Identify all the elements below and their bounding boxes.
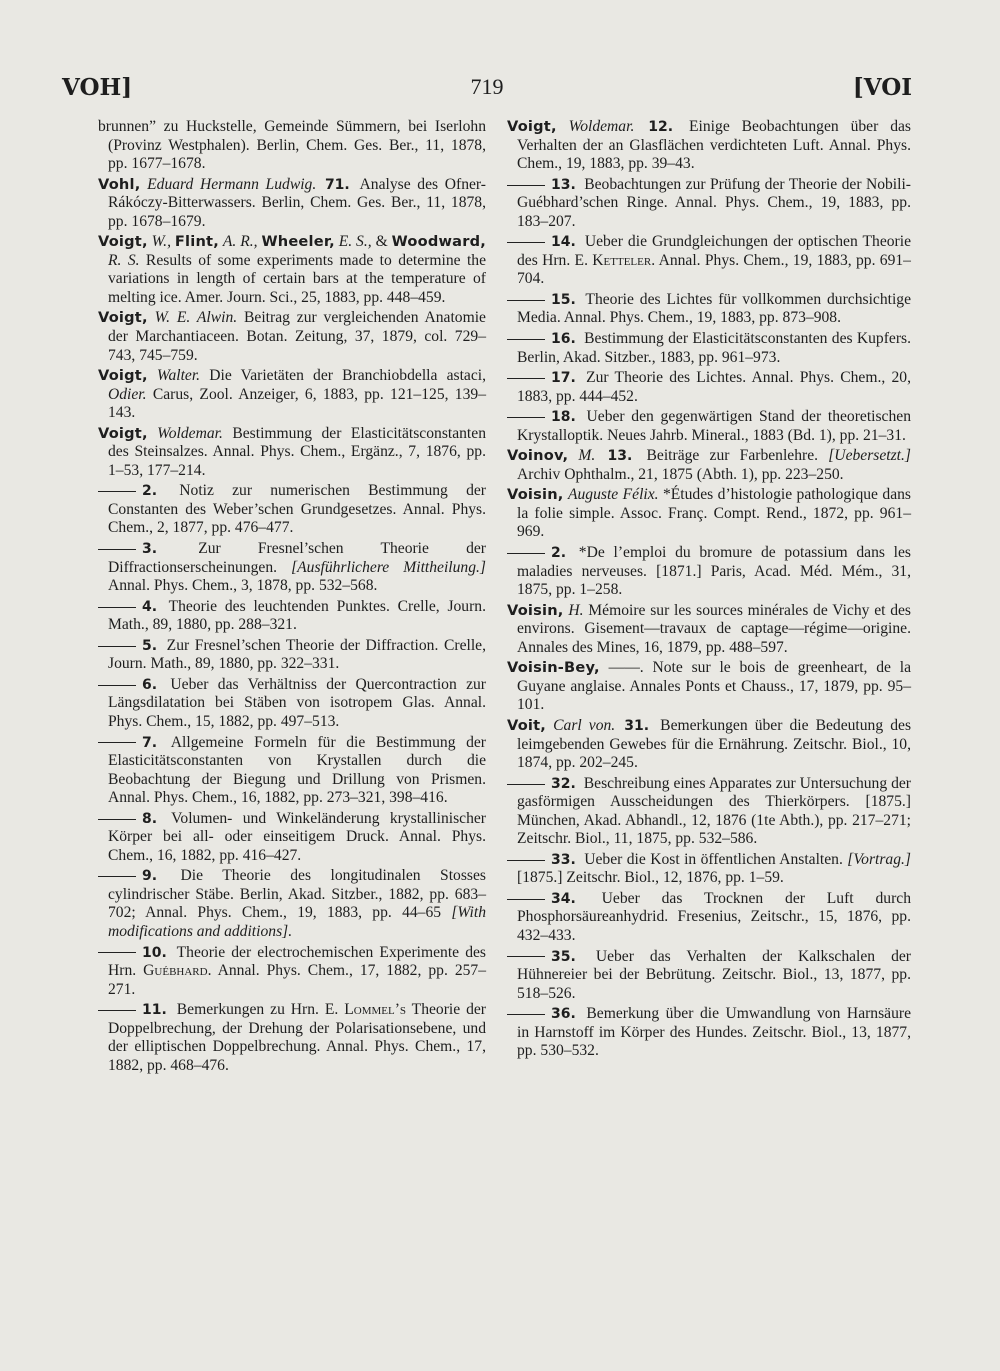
right-column xyxy=(507,118,911,1063)
bib-entry: 9. Die Theorie des longitudinalen Stosses cylindrischer Stäbe. Berlin, Akad. Sitzber., 1882, pp. 683–702; Annal. Phys. Chem., 19, 1883, pp. 44–65 [With modifications and additions]. xyxy=(98,867,486,941)
ditto-rule xyxy=(507,1014,545,1015)
bib-entry: 2. *De l’emploi du bromure de potassium dans les maladies nerveuses. [1871.] Paris, Acad. Méd. Mém., 31, 1875, pp. 1–258. xyxy=(507,544,911,600)
bib-entry: 11. Bemerkungen zu Hrn. E. Lommel’s Theorie der Doppelbrechung, der Drehung der Polarisationsebene, und der elliptischen Doppelbrechung. Annal. Phys. Chem., 17, 1882, pp. 468–476. xyxy=(98,1001,486,1075)
ditto-rule xyxy=(98,952,136,953)
header-left-guide: VOH] xyxy=(62,74,133,101)
bib-entry: 34. Ueber das Trocknen der Luft durch Phosphorsäureanhydrid. Fresenius, Zeitschr., 15, 1876, pp. 432–433. xyxy=(507,890,911,946)
bib-entry: 10. Theorie der electrochemischen Experimente des Hrn. Guébhard. Annal. Phys. Chem., 17, 1882, pp. 257–271. xyxy=(98,944,486,1000)
ditto-rule xyxy=(507,899,545,900)
bib-entry: Voigt, Woldemar. 12. Einige Beobachtungen über das Verhalten der an Glasflächen verdichteten Luft. Annal. Phys. Chem., 19, 1883, pp. 39–43. xyxy=(507,118,912,173)
ditto-rule xyxy=(98,819,136,820)
ditto-rule xyxy=(507,185,545,186)
ditto-rule xyxy=(507,242,545,243)
bib-entry: 14. Ueber die Grundgleichungen der optischen Theorie des Hrn. E. Ketteler. Annal. Phys. Chem., 19, 1883, pp. 691–704. xyxy=(507,233,911,289)
bib-entry: Vohl, Eduard Hermann Ludwig. 71. Analyse des Ofner-Rákóczy-Bitterwassers. Berlin, Chem. Ges. Ber., 11, 1878, pp. 1678–1679. xyxy=(98,175,486,230)
ditto-rule xyxy=(507,553,545,554)
bib-entry: Voisin, H. Mémoire sur les sources minérales de Vichy et des environs. Gisement—travaux de captage—régime—origine. Annales des Mines, 16, 1879, pp. 488–597. xyxy=(507,601,912,656)
bib-entry: Voit, Carl von. 31. Bemerkungen über die Bedeutung des leimgebenden Gewebes für die Ernährung. Zeitschr. Biol., 10, 1874, pp. 202–245. xyxy=(507,716,912,772)
header-right-guide: [VOI xyxy=(852,74,912,101)
running-header xyxy=(62,74,912,110)
bib-entry: 33. Ueber die Kost in öffentlichen Anstalten. [Vortrag.] [1875.] Zeitschr. Biol., 12, 1876, pp. 1–59. xyxy=(507,851,911,888)
bib-entry: Voigt, Walter. Die Varietäten der Branchiobdella astaci, Odier. Carus, Zool. Anzeiger, 6, 1883, pp. 121–125, 139–143. xyxy=(98,367,486,422)
ditto-rule xyxy=(507,378,545,379)
ditto-rule xyxy=(507,300,545,301)
bib-entry: 35. Ueber das Verhalten der Kalkschalen der Hühnereier bei der Bebrütung. Zeitschr. Biol., 13, 1877, pp. 518–526. xyxy=(507,948,911,1004)
bib-entry: 32. Beschreibung eines Apparates zur Untersuchung der gasförmigen Ausscheidungen des Thierkörpers. [1875.] München, Akad. Abhandl., 12, 1876 (1te Abth.), pp. 217–271; Zeitschr. Biol., 11, 1875, pp. 532–586. xyxy=(507,775,911,849)
page-number: 719 xyxy=(470,74,504,99)
bib-entry: Voigt, W., Flint, A. R., Wheeler, E. S., & Woodward, R. S. Results of some experiments made to determine the variations in length of certain bars at the temperature of melting ice. Amer. Journ. Sci., 25, 1883, pp. 448–459. xyxy=(98,233,487,306)
ditto-rule xyxy=(98,742,136,743)
author-name: Vohl, xyxy=(98,175,141,193)
author-name: Voigt, xyxy=(507,118,557,135)
left-column xyxy=(98,118,486,1077)
bib-entry: 3. Zur Fresnel’schen Theorie der Diffractionserscheinungen. [Ausführlichere Mittheilung.] Annal. Phys. Chem., 3, 1878, pp. 532–568. xyxy=(98,540,486,596)
ditto-rule xyxy=(98,685,136,686)
bib-entry: 6. Ueber das Verhältniss der Quercontraction zur Längsdilatation bei Stäben von isotropem Glas. Annal. Phys. Chem., 15, 1882, pp. 497–513. xyxy=(98,676,486,732)
bib-entry: 8. Volumen- und Winkeländerung krystallinischer Körper bei all- oder einseitigem Druck. Annal. Phys. Chem., 16, 1882, pp. 416–427. xyxy=(98,810,486,866)
author-name: Voisin, xyxy=(507,601,564,619)
bib-entry: 15. Theorie des Lichtes für vollkommen durchsichtige Media. Annal. Phys. Chem., 19, 1883, pp. 873–908. xyxy=(507,291,911,328)
ditto-rule xyxy=(98,549,136,550)
ditto-rule xyxy=(98,607,136,608)
bib-entry: 4. Theorie des leuchtenden Punktes. Crelle, Journ. Math., 89, 1880, pp. 288–321. xyxy=(98,598,486,635)
author-name: Voit, xyxy=(507,716,547,734)
ditto-rule xyxy=(507,339,545,340)
ditto-rule xyxy=(507,860,545,861)
bib-entry: 36. Bemerkung über die Umwandlung von Harnsäure in Harnstoff im Körper des Hundes. Zeitschr. Biol., 13, 1877, pp. 530–532. xyxy=(507,1005,911,1061)
bib-entry: Voigt, Woldemar. Bestimmung der Elasticitätsconstanten des Steinsalzes. Annal. Phys. Chem., Ergänz., 7, 1876, pp. 1–53, 177–214. xyxy=(98,424,486,479)
bib-entry: 7. Allgemeine Formeln für die Bestimmung der Elasticitätsconstanten von Krystallen durch die Beobachtung der Biegung und Drillung von Prismen. Annal. Phys. Chem., 16, 1882, pp. 273–321, 398–416. xyxy=(98,734,486,808)
author-name: Voigt, xyxy=(98,233,148,251)
bib-entry: 13. Beobachtungen zur Prüfung der Theorie der Nobili-Guébhard’schen Ringe. Annal. Phys. Chem., 19, 1883, pp. 183–207. xyxy=(507,176,911,232)
ditto-rule xyxy=(98,646,136,647)
bib-entry: 2. Notiz zur numerischen Bestimmung der Constanten des Weber’schen Grundgesetzes. Annal. Phys. Chem., 2, 1877, pp. 476–477. xyxy=(98,482,486,538)
bib-entry: Voigt, W. E. Alwin. Beitrag zur vergleichenden Anatomie der Marchantiaceen. Botan. Zeitung, 37, 1879, col. 729–743, 745–759. xyxy=(98,309,486,364)
author-name: Voigt, xyxy=(98,309,148,327)
author-name: Voinov, xyxy=(507,447,569,465)
bib-entry: 5. Zur Fresnel’schen Theorie der Diffraction. Crelle, Journ. Math., 89, 1880, pp. 322–331. xyxy=(98,637,486,674)
bib-entry: 16. Bestimmung der Elasticitätsconstanten des Kupfers. Berlin, Akad. Sitzber., 1883, pp. 961–973. xyxy=(507,330,911,367)
ditto-rule xyxy=(507,417,545,418)
bib-entry: brunnen” zu Huckstelle, Gemeinde Sümmern, bei Iserlohn (Provinz Westphalen). Berlin, Chem. Ges. Ber., 11, 1878, pp. 1677–1678. xyxy=(98,118,486,173)
author-name: Voigt, xyxy=(98,424,148,442)
ditto-rule xyxy=(507,956,545,957)
author-name: Voisin, xyxy=(507,486,564,504)
bib-entry: Voinov, M. 13. Beiträge zur Farbenlehre. [Uebersetzt.] Archiv Ophthalm., 21, 1875 (Abth. 1), pp. 223–250. xyxy=(507,447,911,483)
author-name: Voisin-Bey, xyxy=(507,659,600,677)
ditto-rule xyxy=(98,1010,136,1011)
ditto-rule xyxy=(98,491,136,492)
bib-entry: 18. Ueber den gegenwärtigen Stand der theoretischen Krystalloptik. Neues Jahrb. Mineral., 1883 (Bd. 1), pp. 21–31. xyxy=(507,408,911,445)
ditto-rule xyxy=(507,784,545,785)
author-name: Voigt, xyxy=(98,367,148,385)
ditto-rule xyxy=(98,876,136,877)
bib-entry: Voisin-Bey, ——. Note sur le bois de greenheart, de la Guyane anglaise. Annales Ponts et Chauss., 17, 1879, pp. 95–101. xyxy=(507,659,911,714)
bib-entry: Voisin, Auguste Félix. *Études d’histologie pathologique dans la folie simple. Assoc. Franç. Compt. Rend., 1872, pp. 961–969. xyxy=(507,486,911,541)
bib-entry: 17. Zur Theorie des Lichtes. Annal. Phys. Chem., 20, 1883, pp. 444–452. xyxy=(507,369,911,406)
